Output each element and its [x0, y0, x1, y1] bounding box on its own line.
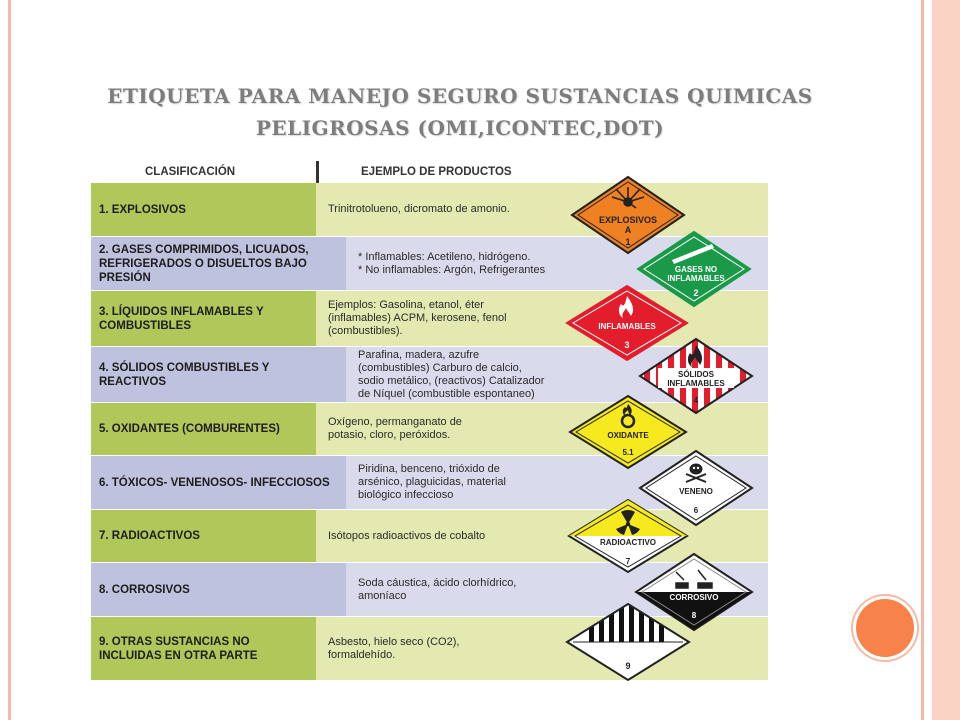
sign-label-1: OXIDANTE: [607, 431, 649, 440]
row-examples-text: Piridina, benceno, trióxido de arsénico, plaguicidas, material biológico infeccioso: [358, 463, 506, 501]
row-classification: 5. OXIDANTES (COMBURENTES): [91, 403, 316, 455]
row-examples-text: Asbesto, hielo seco (CO2), formaldehído.: [328, 635, 460, 661]
hazard-sign-9: [563, 602, 693, 682]
sign-number: 1: [625, 237, 631, 247]
sign-label-2: INFLAMABLES: [667, 274, 725, 283]
sign-number: 6: [693, 506, 699, 515]
sign-number: 5.1: [622, 448, 634, 457]
row-classification: 1. EXPLOSIVOS: [91, 183, 316, 236]
sign-label-1: INFLAMABLES: [598, 322, 656, 331]
sign-label-1: GASES NO: [674, 265, 718, 274]
sign-label-1: SÓLIDOS: [677, 370, 715, 379]
row-examples-text: Soda cáustica, ácido clorhídrico, amoníaco: [358, 576, 517, 602]
side-band: [932, 0, 960, 720]
row-classification: 7. RADIOACTIVOS: [91, 510, 316, 562]
sign-label-1: EXPLOSIVOS: [598, 215, 658, 225]
sign-number: 3: [624, 340, 630, 350]
title-line-2: PELIGROSAS (OMI,ICONTEC,DOT): [255, 116, 665, 140]
row-examples-text: Trinitrotolueno, dicromato de amonio.: [328, 203, 510, 215]
row-examples-text: Oxígeno, permanganato de potasio, cloro, peróxidos.: [328, 416, 462, 441]
sign-number: 2: [693, 288, 699, 298]
sign-number: 8: [691, 611, 697, 620]
header-examples: EJEMPLO DE PRODUCTOS: [361, 166, 512, 178]
hazard-table: [91, 161, 768, 682]
page-title: [20, 80, 900, 144]
header-classification: CLASIFICACIÓN: [145, 166, 236, 178]
row-examples-text: Parafina, madera, azufre (combustibles) Carburo de calcio, sodio metálico, (reactivos) Catalizador de Níquel (combustible espontaneo): [358, 348, 545, 400]
header-divider: [316, 161, 319, 183]
sign-label-2: INFLAMABLES: [667, 379, 725, 388]
row-examples: [316, 183, 768, 236]
stripes-icon: [563, 602, 693, 642]
frame-line-left: [8, 0, 11, 720]
sign-label-1: CORROSIVO: [669, 593, 719, 602]
sign-number: 4: [693, 396, 699, 405]
row-classification: 8. CORROSIVOS: [91, 563, 346, 616]
decorative-circle: [856, 599, 914, 657]
sign-label-2: A: [624, 225, 632, 235]
frame-line-right: [921, 0, 924, 720]
sign-number: 9: [625, 661, 631, 671]
row-classification: 6. TÓXICOS- VENENOSOS- INFECCIOSOS: [91, 456, 346, 509]
row-classification: 9. OTRAS SUSTANCIAS NO INCLUIDAS EN OTRA PARTE: [91, 617, 316, 680]
sign-number: 7: [625, 557, 631, 566]
sign-label-1: VENENO: [679, 487, 713, 496]
row-examples-text: Ejemplos: Gasolina, etanol, éter (inflamables) ACPM, kerosene, fenol (combustibles).: [328, 299, 507, 337]
row-classification: 2. GASES COMPRIMIDOS, LICUADOS, REFRIGERADOS O DISUELTOS BAJO PRESIÓN: [91, 237, 346, 290]
sign-label-1: RADIOACTIVO: [600, 538, 656, 547]
row-examples-text: Isótopos radioactivos de cobalto: [328, 529, 486, 542]
row-examples-text: * Inflamables: Acetileno, hidrógeno. * No inflamables: Argón, Refrigerantes: [358, 250, 546, 276]
row-classification: 4. SÓLIDOS COMBUSTIBLES Y REACTIVOS: [91, 347, 346, 402]
row-classification: 3. LÍQUIDOS INFLAMABLES Y COMBUSTIBLES: [91, 291, 316, 346]
title-line-1: ETIQUETA PARA MANEJO SEGURO SUSTANCIAS QUIMICAS: [107, 84, 813, 108]
